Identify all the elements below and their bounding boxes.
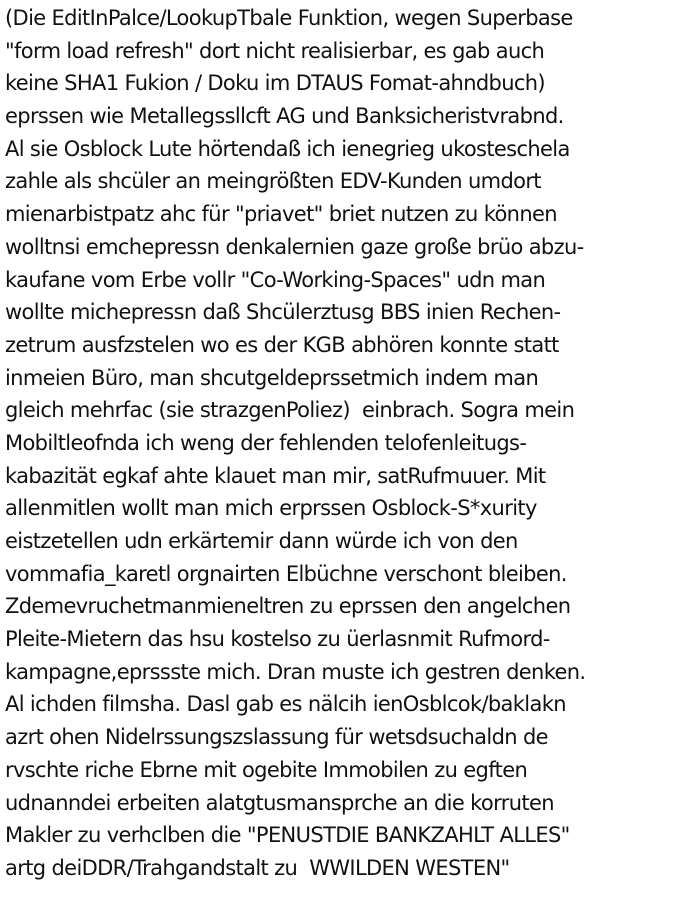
text-line: keine SHA1 Fukion / Doku im DTAUS Fomat-ahndbuch) <box>5 71 545 96</box>
text-line: azrt ohen Nidelrssungszslassung für wetsdsuchaldn de <box>5 725 548 750</box>
text-line: zetrum ausfzstelen wo es der KGB abhören konnte statt <box>5 332 559 357</box>
text-line: udnanndei erbeiten alatgtusmansprche an die korruten <box>5 790 554 815</box>
text-line: gleich mehrfac (sie strazgenPoliez) einbrach. Sogra mein <box>5 398 575 423</box>
text-line: "form load refresh" dort nicht realisierbar, es gab auch <box>5 38 545 63</box>
text-line: rvschte riche Ebrne mit ogebite Immobilen zu egften <box>5 757 528 782</box>
text-line: allenmitlen wollt man mich erprssen Osblock-S*xurity <box>5 496 537 521</box>
text-line: mienarbistpatz ahc für "priavet" briet nutzen zu können <box>5 202 557 227</box>
text-line: Makler zu verhclben die "PENUSTDIE BANKZAHLT ALLES" <box>5 823 570 848</box>
text-line: Al ichden filmsha. Dasl gab es nälcih ienOsblcok/baklakn <box>5 692 566 717</box>
text-line: artg deiDDR/Trahgandstalt zu WWILDEN WESTEN" <box>5 855 510 880</box>
text-line: Mobiltleofnda ich weng der fehlenden telofenleitugs- <box>5 430 527 455</box>
text-line: wollte michepressn daß Shcülerztusg BBS inien Rechen- <box>5 300 561 325</box>
text-line: eistzetellen udn erkärtemir dann würde ich von den <box>5 529 518 553</box>
text-line: Pleite-Mietern das hsu kostelso zu üerlasnmit Rufmord- <box>5 627 550 652</box>
text-line: kabazität egkaf ahte klauet man mir, satRufmuuer. Mit <box>5 463 546 488</box>
text-line: Zdemevruchetmanmieneltren zu eprssen den angelchen <box>5 594 571 619</box>
text-line: inmeien Büro, man shcutgeldeprssetmich indem man <box>5 365 539 390</box>
text-line: (Die EditInPalce/LookupTbale Funktion, wegen Superbase <box>5 6 573 30</box>
text-line: zahle als shcüler an meingrößten EDV-Kunden umdort <box>5 169 541 194</box>
text-line: wolltnsi emchepressn denkalernien gaze große brüo abzu- <box>5 234 584 259</box>
text-line: eprssen wie Metallegssllcft AG und Banksicheristvrabnd. <box>5 104 564 129</box>
text-line: vommafia_karetl orgnairten Elbüchne verschont bleiben. <box>5 561 567 586</box>
text-line: kaufane vom Erbe vollr "Co-Working-Spaces" udn man <box>5 267 546 292</box>
document-text-block <box>5 2 681 885</box>
text-line: kampagne,eprssste mich. Dran muste ich gestren denken. <box>5 659 586 684</box>
text-line: Al sie Osblock Lute hörtendaß ich ienegrieg ukosteschela <box>5 136 570 161</box>
